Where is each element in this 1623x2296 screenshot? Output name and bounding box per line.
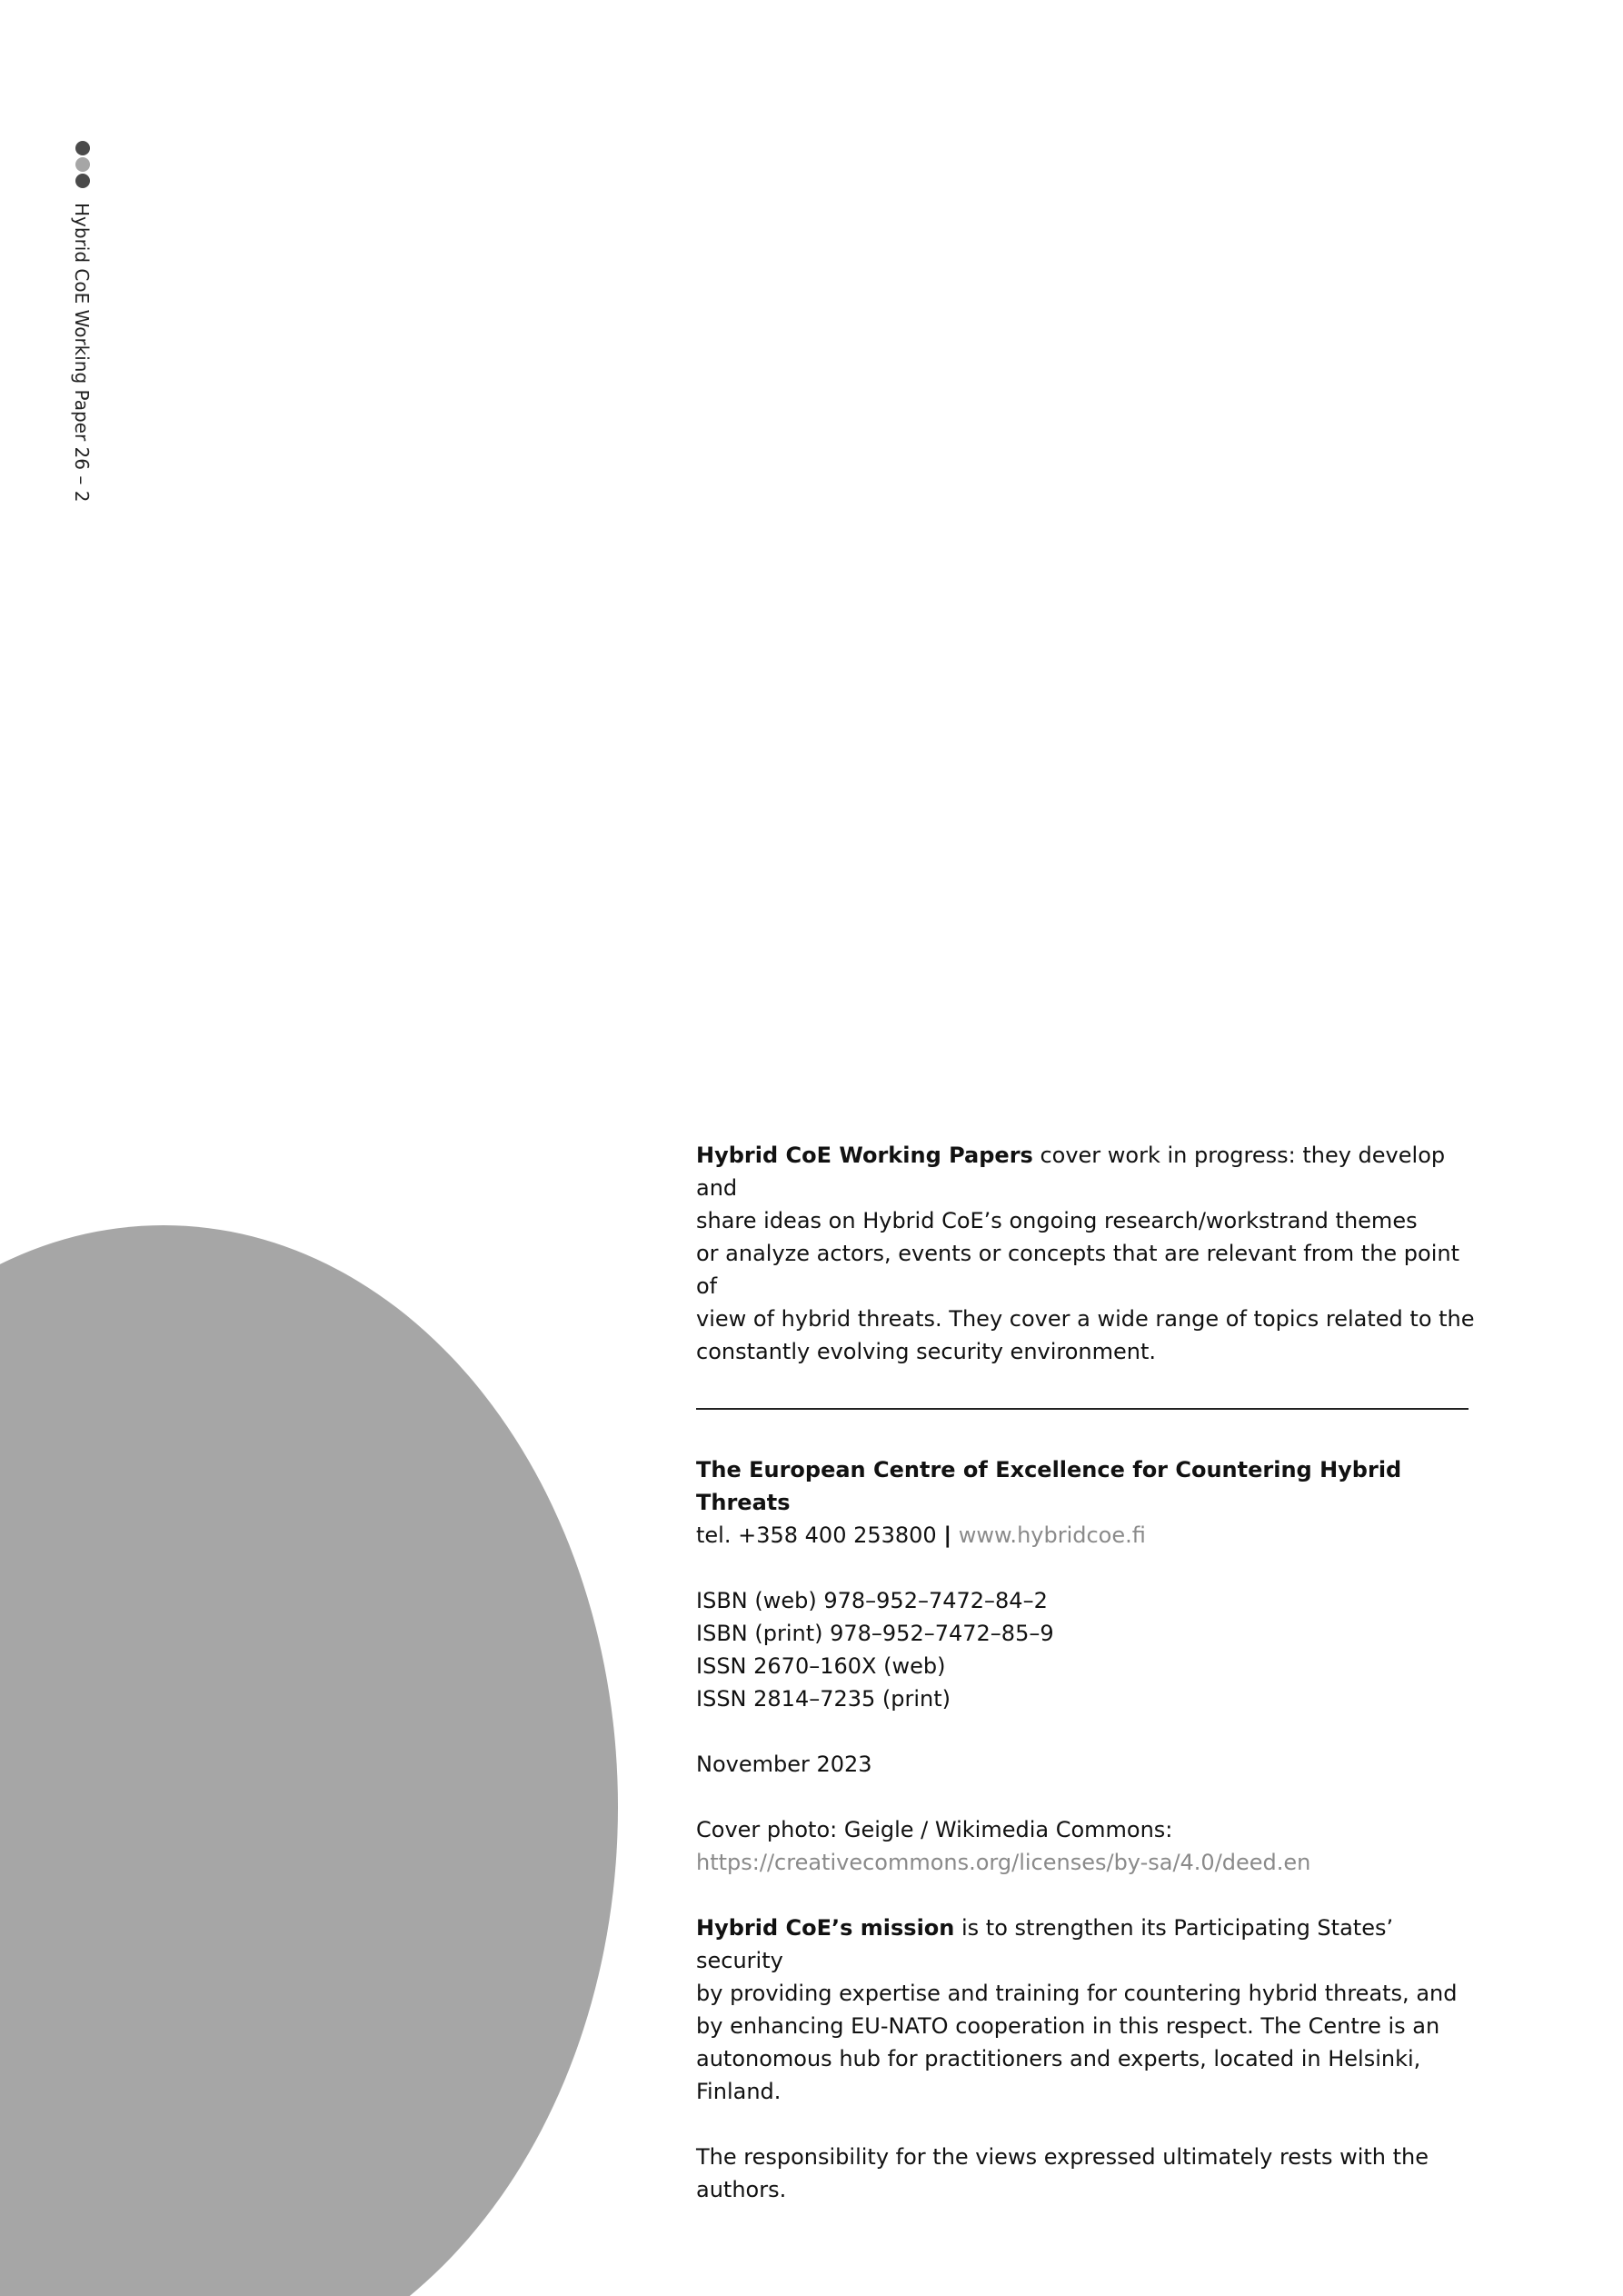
dot-icon <box>75 174 90 188</box>
mission-paragraph <box>696 1912 1478 2108</box>
divider <box>696 1408 1469 1410</box>
cover-credit-text: Cover photo: Geigle / Wikimedia Commons: <box>696 1817 1173 1842</box>
mission-line: is to strengthen its Participating States’ security <box>696 1915 1394 1973</box>
org-block <box>696 1453 1478 1552</box>
mission-line: by enhancing EU-NATO cooperation in this respect. The Centre is an <box>696 2013 1440 2039</box>
isbn-web: ISBN (web) 978–952–7472–84–2 <box>696 1588 1048 1613</box>
mission-line: by providing expertise and training for countering hybrid threats, and <box>696 1981 1458 2006</box>
license-link[interactable]: https://creativecommons.org/licenses/by-sa/4.0/deed.en <box>696 1850 1311 1875</box>
mission-bold: Hybrid CoE’s mission <box>696 1915 955 1941</box>
intro-paragraph <box>696 1139 1478 1368</box>
dot-icon <box>75 141 90 155</box>
website-link[interactable]: www.hybridcoe.fi <box>958 1522 1146 1548</box>
intro-line: share ideas on Hybrid CoE’s ongoing research/workstrand themes <box>696 1208 1418 1233</box>
decorative-circle <box>0 1225 618 2296</box>
intro-bold: Hybrid CoE Working Papers <box>696 1143 1033 1168</box>
working-paper-label: Hybrid CoE Working Paper 26 – 2 <box>71 203 93 503</box>
issn-web: ISSN 2670–160X (web) <box>696 1653 946 1679</box>
intro-line: or analyze actors, events or concepts that are relevant from the point of <box>696 1241 1459 1299</box>
colophon <box>696 1139 1478 2206</box>
side-label <box>67 141 95 559</box>
mission-line: autonomous hub for practitioners and experts, located in Helsinki, Finland. <box>696 2046 1421 2104</box>
org-separator: | <box>943 1522 952 1548</box>
isbn-print: ISBN (print) 978–952–7472–85–9 <box>696 1621 1054 1646</box>
disclaimer: The responsibility for the views expressed ultimately rests with the authors. <box>696 2144 1429 2202</box>
issn-print: ISSN 2814–7235 (print) <box>696 1686 951 1712</box>
dot-icon <box>75 157 90 172</box>
identifiers <box>696 1584 1478 1715</box>
dot-icons <box>75 141 90 190</box>
intro-line: cover work in progress: they develop and <box>696 1143 1446 1201</box>
intro-line: view of hybrid threats. They cover a wide range of topics related to the <box>696 1306 1475 1332</box>
org-tel: tel. +358 400 253800 <box>696 1522 937 1548</box>
publication-date: November 2023 <box>696 1752 872 1777</box>
cover-credit <box>696 1813 1478 1879</box>
org-name: The European Centre of Excellence for Countering Hybrid Threats <box>696 1457 1402 1515</box>
intro-line: constantly evolving security environment. <box>696 1339 1157 1364</box>
